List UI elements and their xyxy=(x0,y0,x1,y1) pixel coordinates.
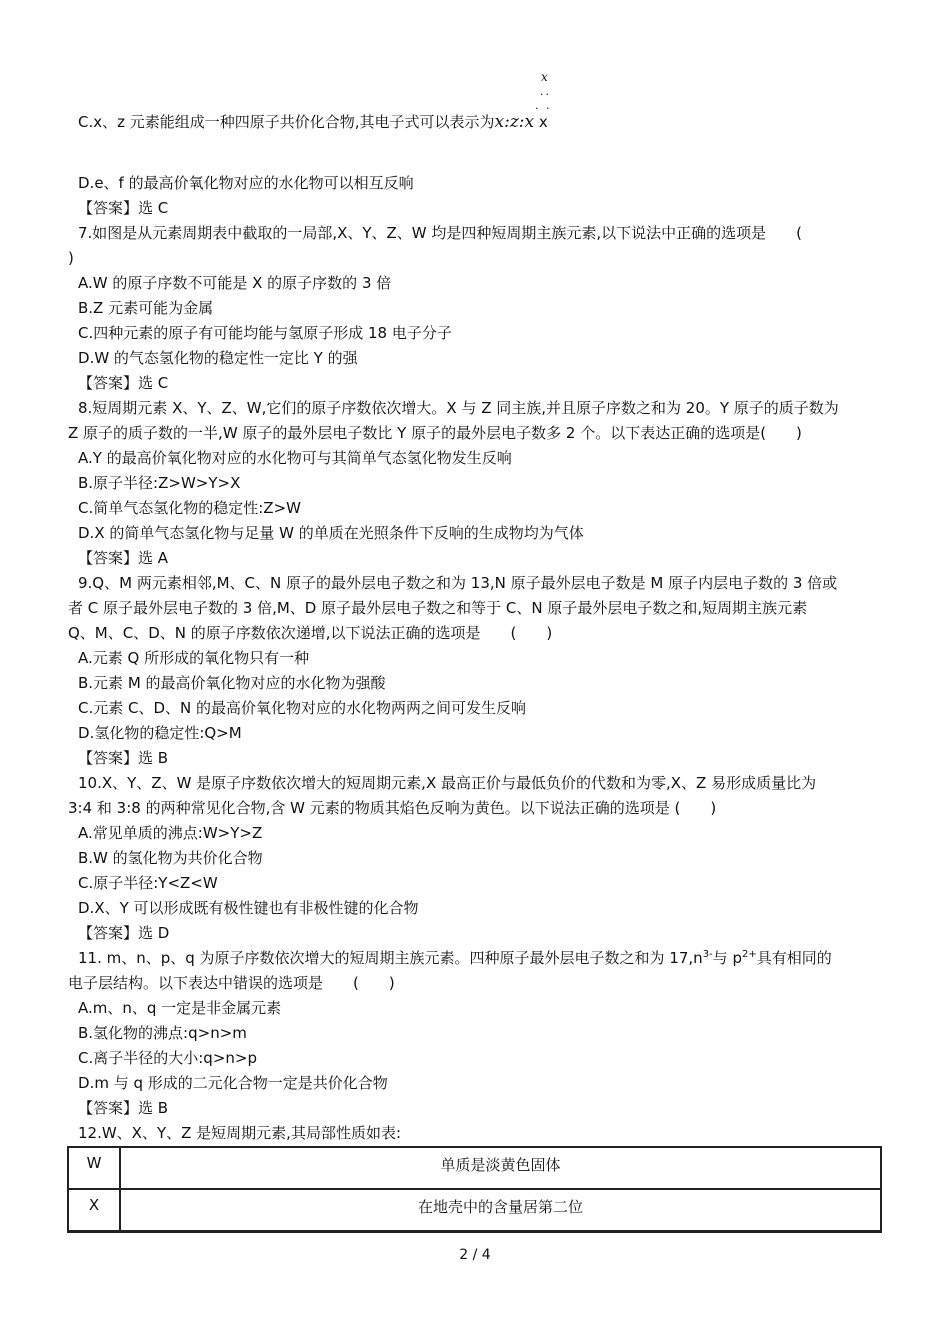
q9-stem-cont2: Q、M、C、D、N 的原子序数依次递增,以下说法正确的选项是 ( ) xyxy=(68,624,553,642)
q9-stem: 9.Q、M 两元素相邻,M、C、N 原子的最外层电子数之和为 13,N 原子最外层电子数是 M 原子内层电子数的 3 倍或 xyxy=(78,574,838,592)
q10-option-c: C.原子半径:Y<Z<W xyxy=(78,874,218,892)
q11-stem-cont: 电子层结构。以下表达中错误的选项是 ( ) xyxy=(68,974,395,992)
electron-formula-tail: x xyxy=(538,113,548,131)
electron-dots-top: ·· xyxy=(540,88,551,101)
q7-option-b: B.Z 元素可能为金属 xyxy=(78,299,214,317)
q11-sup-n: 3- xyxy=(702,949,713,960)
q11-option-a: A.m、n、q 一定是非金属元素 xyxy=(78,999,282,1017)
electron-dots-mid: · · xyxy=(535,102,552,115)
q6-option-c xyxy=(78,112,548,132)
q12-stem: 12.W、X、Y、Z 是短周期元素,其局部性质如表: xyxy=(78,1124,401,1142)
q10-stem: 10.X、Y、Z、W 是原子序数依次增大的短周期元素,X 最高正价与最低负价的代数和为零,X、Z 易形成质量比为 xyxy=(78,774,817,792)
q10-option-a: A.常见单质的沸点:W>Y>Z xyxy=(78,824,263,842)
q7-option-c: C.四种元素的原子有可能均能与氢原子形成 18 电子分子 xyxy=(78,324,452,342)
q6-answer: 【答案】选 C xyxy=(78,199,169,217)
q6-option-c-text: C.x、z 元素能组成一种四原子共价化合物,其电子式可以表示为 xyxy=(78,113,495,131)
q8-option-d: D.X 的简单气态氢化物与足量 W 的单质在光照条件下反响的生成物均为气体 xyxy=(78,524,584,542)
q7-option-d: D.W 的气态氢化物的稳定性一定比 Y 的强 xyxy=(78,349,358,367)
q10-answer: 【答案】选 D xyxy=(78,924,170,942)
element-properties-table xyxy=(67,1146,882,1233)
q8-stem-cont: Z 原子的质子数的一半,W 原子的最外层电子数比 Y 原子的最外层电子数多 2 个。以下表达正确的选项是( ) xyxy=(68,424,802,442)
table-cell-element: X xyxy=(68,1189,120,1232)
table-row xyxy=(68,1189,881,1232)
q11-stem-part2: 与 p xyxy=(712,949,742,967)
q10-stem-cont: 3:4 和 3:8 的两种常见化合物,含 W 元素的物质其焰色反响为黄色。以下说法正确的选项是 ( ) xyxy=(68,799,717,817)
q8-answer: 【答案】选 A xyxy=(78,549,169,567)
q10-option-b: B.W 的氢化物为共价化合物 xyxy=(78,849,263,867)
table-row xyxy=(68,1147,881,1189)
table-cell-element: W xyxy=(68,1147,120,1189)
q7-answer: 【答案】选 C xyxy=(78,374,169,392)
q9-option-a: A.元素 Q 所形成的氧化物只有一种 xyxy=(78,649,310,667)
q9-answer: 【答案】选 B xyxy=(78,749,169,767)
q9-option-d: D.氢化物的稳定性:Q>M xyxy=(78,724,242,742)
q11-answer: 【答案】选 B xyxy=(78,1099,169,1117)
table-cell-property: 在地壳中的含量居第二位 xyxy=(120,1189,881,1232)
q11-sup-p: 2+ xyxy=(741,949,757,960)
q7-stem-cont: ) xyxy=(68,249,74,267)
q8-option-a: A.Y 的最高价氧化物对应的水化物可与其简单气态氢化物发生反响 xyxy=(78,449,512,467)
q8-option-c: C.简单气态氢化物的稳定性:Z>W xyxy=(78,499,301,517)
q11-stem xyxy=(78,948,832,968)
q7-option-a: A.W 的原子序数不可能是 X 的原子序数的 3 倍 xyxy=(78,274,392,292)
q11-stem-part3: 具有相同的 xyxy=(756,949,832,967)
q8-option-b: B.原子半径:Z>W>Y>X xyxy=(78,474,241,492)
q9-option-b: B.元素 M 的最高价氧化物对应的水化物为强酸 xyxy=(78,674,386,692)
electron-formula-top-x: x xyxy=(541,70,548,84)
q11-stem-part1: 11. m、n、p、q 为原子序数依次增大的短周期主族元素。四种原子最外层电子数之和为 17,n xyxy=(78,949,703,967)
q8-stem: 8.短周期元素 X、Y、Z、W,它们的原子序数依次增大。X 与 Z 同主族,并且原子序数之和为 20。Y 原子的质子数为 xyxy=(78,399,839,417)
electron-formula: x:z:x xyxy=(494,112,535,132)
page-number: 2 / 4 xyxy=(459,1247,491,1263)
q9-stem-cont: 者 C 原子最外层电子数的 3 倍,M、D 原子最外层电子数之和等于 C、N 原子最外层电子数之和,短周期主族元素 xyxy=(68,599,808,617)
q9-option-c: C.元素 C、D、N 的最高价氧化物对应的水化物两两之间可发生反响 xyxy=(78,699,527,717)
q11-option-d: D.m 与 q 形成的二元化合物一定是共价化合物 xyxy=(78,1074,388,1092)
q11-option-c: C.离子半径的大小:q>n>p xyxy=(78,1049,257,1067)
q10-option-d: D.X、Y 可以形成既有极性键也有非极性键的化合物 xyxy=(78,899,419,917)
table-cell-property: 单质是淡黄色固体 xyxy=(120,1147,881,1189)
q6-option-d: D.e、f 的最高价氧化物对应的水化物可以相互反响 xyxy=(78,174,414,192)
q11-option-b: B.氢化物的沸点:q>n>m xyxy=(78,1024,247,1042)
q7-stem: 7.如图是从元素周期表中截取的一局部,X、Y、Z、W 均是四种短周期主族元素,以下说法中正确的选项是 ( xyxy=(78,224,803,242)
